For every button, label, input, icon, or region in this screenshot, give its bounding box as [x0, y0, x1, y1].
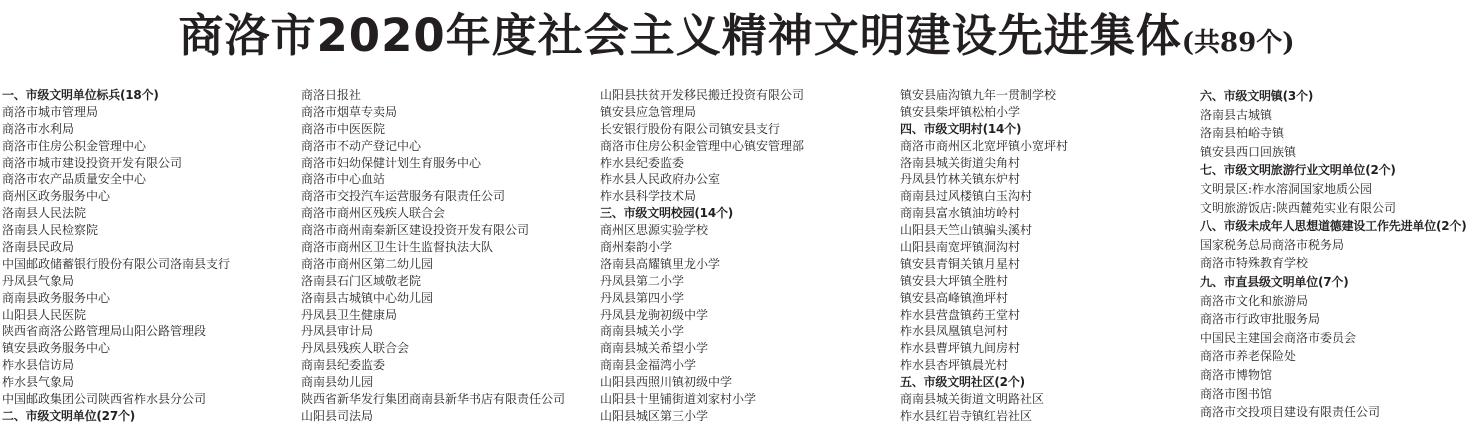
list-item: 商洛日报社	[301, 88, 362, 102]
list-item: 柞水县气象局	[2, 375, 75, 390]
list-item: 商洛市商州南秦新区建设投资开发有限公司	[301, 223, 530, 238]
list-item: 商洛市城市建设投资开发有限公司	[2, 155, 183, 170]
section-heading: 六、市级文明镇(3个)	[1200, 89, 1314, 103]
list-item: 商洛市妇幼保健计划生育服务中心	[301, 155, 482, 170]
list-item: 洛南县高耀镇里龙小学	[600, 256, 721, 271]
list-item: 商洛市住房公积金管理中心镇安管理部	[600, 138, 805, 153]
list-item: 山阳县城区第三小学	[600, 408, 709, 423]
section-heading: 二、市级文明单位(27个)	[2, 408, 136, 423]
list-item: 镇安县柴坪镇松柏小学	[900, 104, 1021, 119]
list-item: 柞水县信访局	[2, 358, 75, 373]
list-item: 山阳县西照川镇初级中学	[600, 375, 733, 390]
list-item: 山阳县司法局	[301, 408, 374, 423]
list-item: 柞水县曹坪镇九间房村	[900, 341, 1021, 356]
list-item: 洛南县民政局	[2, 240, 75, 255]
list-item: 柞水县营盘镇药王堂村	[900, 307, 1021, 322]
list-item: 柞水县红岩寺镇红岩社区	[900, 408, 1033, 423]
list-item: 山阳县扶贫开发移民搬迁投资有限公司	[600, 88, 805, 102]
list-item: 商洛市商州区残疾人联合会	[301, 206, 446, 221]
list-item: 商洛市农产品质量安全中心	[2, 172, 147, 187]
list-item: 商南县过风楼镇白玉沟村	[900, 189, 1033, 204]
list-item: 商洛市商州区北宽坪镇小宽坪村	[900, 138, 1069, 153]
list-item: 柞水县科学技术局	[600, 189, 697, 204]
section-heading: 八、市级未成年人思想道德建设工作先进单位(2个)	[1200, 219, 1467, 234]
section-heading: 四、市级文明村(14个)	[900, 121, 1022, 136]
list-item: 商南县政务服务中心	[2, 290, 111, 305]
list-item: 商洛市商州区第二幼儿园	[301, 256, 434, 271]
list-item: 洛南县石门区域敬老院	[301, 273, 422, 288]
section-heading: 五、市级文明社区(2个)	[900, 375, 1025, 390]
list-item: 洛南县城关街道尖角村	[900, 155, 1021, 170]
title-main: 商洛市2020年度社会主义精神文明建设先进集体	[178, 9, 1182, 62]
list-item: 山阳县天竺山镇骗头溪村	[900, 223, 1033, 238]
list-item: 陕西省商洛公路管理局山阳公路管理段	[2, 324, 207, 339]
list-item: 柞水县人民政府办公室	[600, 172, 721, 187]
list-item: 柞水县纪委监委	[600, 155, 685, 170]
list-item: 镇安县政务服务中心	[2, 341, 111, 356]
list-item: 商南县城关街道文明路社区	[900, 392, 1045, 407]
list-item: 商南县富水镇油坊岭村	[900, 206, 1021, 221]
list-column-1	[2, 87, 292, 425]
title-count: (共89个)	[1181, 28, 1295, 58]
list-item: 商洛市中医医院	[301, 121, 386, 136]
list-item: 商洛市商州区卫生计生监督执法大队	[301, 240, 494, 255]
list-item: 国家税务总局商洛市税务局	[1200, 237, 1345, 252]
list-item: 中国民主建国会商洛市委员会	[1200, 330, 1357, 345]
list-item: 山阳县南宽坪镇洞沟村	[900, 240, 1021, 255]
list-item: 商南县金福湾小学	[600, 358, 697, 373]
list-item: 商洛市城市管理局	[2, 104, 99, 119]
list-column-5	[1200, 87, 1473, 422]
list-item: 商洛市博物馆	[1200, 367, 1273, 382]
list-item: 镇安县西口回族镇	[1200, 144, 1297, 159]
list-item: 商洛市行政审批服务局	[1200, 312, 1321, 327]
page-title	[0, 6, 1473, 66]
list-item: 山阳县人民医院	[2, 307, 87, 322]
list-item: 商洛市交投项目建设有限责任公司	[1200, 405, 1381, 420]
list-item: 柞水县凤凰镇皂河村	[900, 324, 1009, 339]
list-column-4	[900, 87, 1190, 425]
list-item: 商州区思源实验学校	[600, 223, 709, 238]
list-item: 丹凤县卫生健康局	[301, 307, 398, 322]
list-item: 洛南县柏峪寺镇	[1200, 126, 1285, 141]
list-item: 丹凤县残疾人联合会	[301, 341, 410, 356]
list-item: 商南县城关希望小学	[600, 341, 709, 356]
list-item: 山阳县十里铺街道刘家村小学	[600, 392, 757, 407]
section-heading: 一、市级文明单位标兵(18个)	[2, 88, 159, 102]
list-item: 商洛市交投汽车运营服务有限责任公司	[301, 189, 506, 204]
list-item: 商南县城关小学	[600, 324, 685, 339]
list-item: 丹凤县气象局	[2, 273, 75, 288]
list-item: 商南县纪委监委	[301, 358, 386, 373]
list-item: 中国邮政储蓄银行股份有限公司洛南县支行	[2, 256, 231, 271]
list-item: 商州区政务服务中心	[2, 189, 111, 204]
list-item: 洛南县古城镇中心幼儿园	[301, 290, 434, 305]
list-item: 镇安县应急管理局	[600, 104, 697, 119]
list-item: 洛南县古城镇	[1200, 107, 1273, 122]
list-item: 洛南县人民法院	[2, 206, 87, 221]
list-item: 商洛市住房公积金管理中心	[2, 138, 147, 153]
list-item: 商洛市不动产登记中心	[301, 138, 422, 153]
list-item: 商洛市养老保险处	[1200, 349, 1297, 364]
list-item: 商洛市中心血站	[301, 172, 386, 187]
list-column-3	[600, 87, 890, 425]
list-item: 镇安县大坪镇全胜村	[900, 273, 1009, 288]
list-item: 丹凤县第二小学	[600, 273, 685, 288]
list-item: 镇安县青铜关镇月星村	[900, 256, 1021, 271]
list-item: 商洛市水利局	[2, 121, 75, 136]
list-item: 丹凤县龙驹初级中学	[600, 307, 709, 322]
list-item: 中国邮政集团公司陕西省柞水县分公司	[2, 392, 207, 407]
list-item: 长安银行股份有限公司镇安县支行	[600, 121, 781, 136]
list-item: 镇安县高峰镇渔坪村	[900, 290, 1009, 305]
list-item: 商洛市图书馆	[1200, 386, 1273, 401]
list-item: 丹凤县审计局	[301, 324, 374, 339]
list-item: 商洛市烟草专卖局	[301, 104, 398, 119]
list-item: 商洛市文化和旅游局	[1200, 293, 1309, 308]
list-item: 文明旅游饭店:陕西麓苑实业有限公司	[1200, 200, 1397, 215]
list-item: 镇安县庙沟镇九年一贯制学校	[900, 88, 1057, 102]
list-column-2	[301, 87, 591, 425]
section-heading: 七、市级文明旅游行业文明单位(2个)	[1200, 163, 1396, 178]
list-item: 丹凤县第四小学	[600, 290, 685, 305]
list-item: 商洛市特殊教育学校	[1200, 256, 1309, 271]
section-heading: 九、市直县级文明单位(7个)	[1200, 274, 1349, 289]
list-item: 洛南县人民检察院	[2, 223, 99, 238]
list-item: 柞水县杏坪镇晨光村	[900, 358, 1009, 373]
list-item: 丹凤县竹林关镇东炉村	[900, 172, 1021, 187]
list-item: 文明景区:柞水溶洞国家地质公园	[1200, 181, 1373, 196]
list-item: 陕西省新华发行集团商南县新华书店有限责任公司	[301, 392, 566, 407]
list-item: 商南县幼儿园	[301, 375, 374, 390]
section-heading: 三、市级文明校园(14个)	[600, 206, 734, 221]
list-item: 商州秦韵小学	[600, 240, 673, 255]
